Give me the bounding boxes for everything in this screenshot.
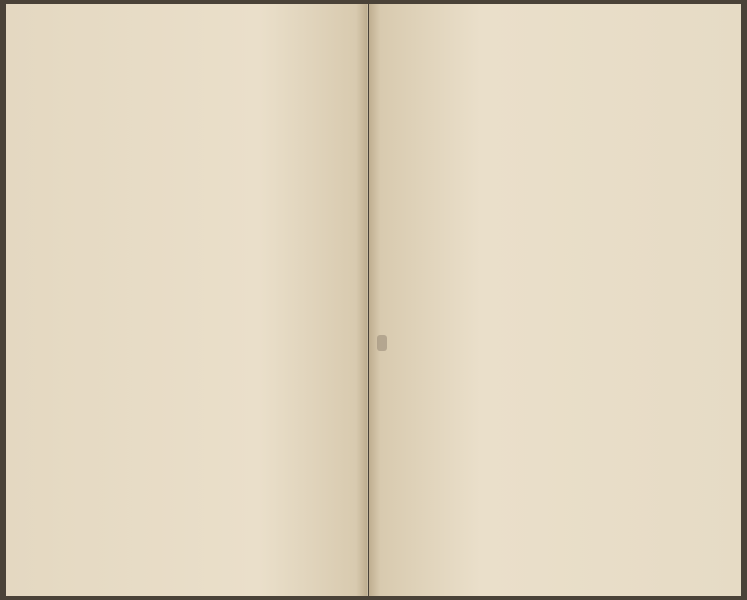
right-page	[369, 4, 741, 596]
left-page	[6, 4, 368, 596]
page-stain	[377, 335, 387, 351]
